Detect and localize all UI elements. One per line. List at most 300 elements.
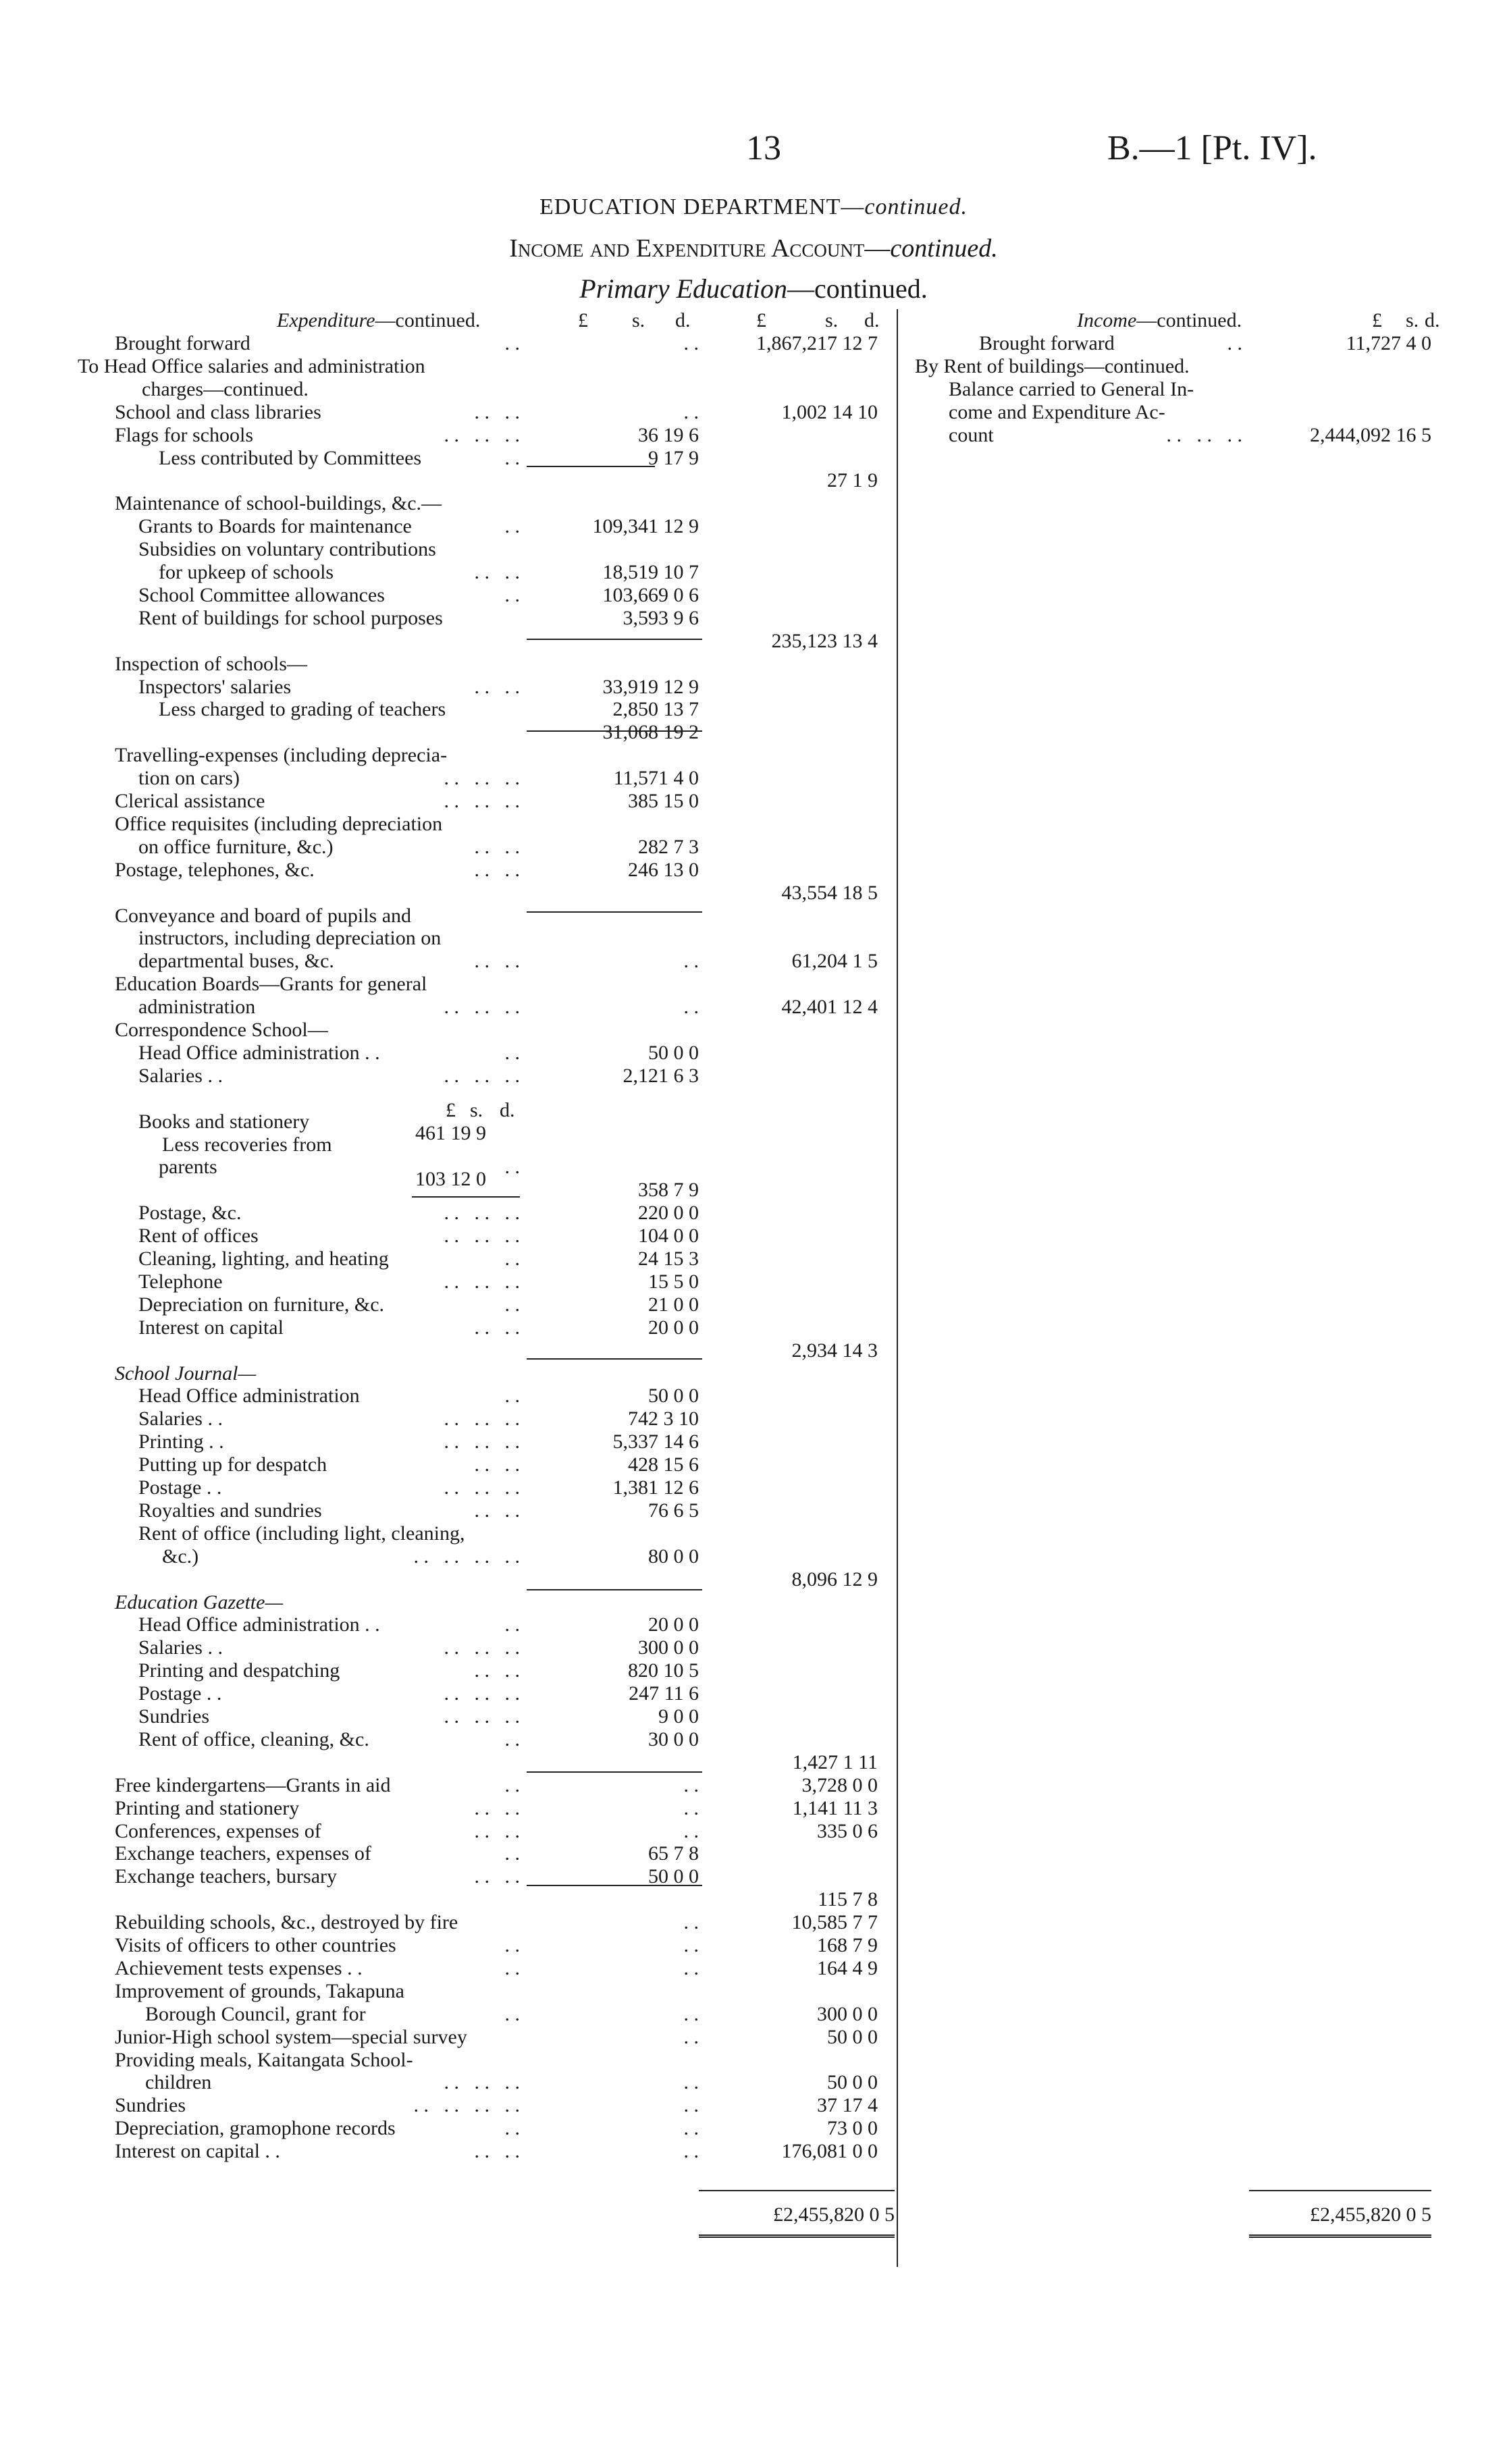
row-label: for upkeep of schools — [159, 561, 334, 583]
leader-dots: . . . . — [474, 1796, 520, 1819]
expenditure-row — [0, 2049, 898, 2072]
row-label: Postage, &c. — [138, 1202, 242, 1225]
expenditure-row — [0, 1453, 898, 1476]
income-pound-header: £ — [1372, 309, 1382, 331]
total-amount: 73 0 0 — [827, 2117, 878, 2140]
inner-amount: 24 15 3 — [638, 1248, 699, 1270]
inner-amount: 15 5 0 — [648, 1270, 699, 1293]
row-label: School Committee allowances — [138, 583, 385, 606]
inner-amount: 31,068 19 2 — [602, 721, 699, 744]
expenditure-row — [0, 882, 898, 905]
leader-dots: . . . . — [474, 2140, 520, 2163]
expenditure-row — [0, 1682, 898, 1705]
expenditure-heading: Expenditure—continued. — [277, 309, 481, 331]
inner-amount: 742 3 10 — [628, 1408, 699, 1430]
inner-amount: 36 19 6 — [638, 423, 699, 446]
expenditure-row — [0, 1957, 898, 1980]
expenditure-row — [0, 378, 898, 401]
expenditure-row — [0, 538, 898, 561]
row-label: Sundries — [115, 2094, 186, 2117]
inner-amount: . . — [683, 2071, 699, 2094]
income-row — [905, 332, 1499, 355]
total-amount: 1,427 1 11 — [792, 1750, 878, 1773]
leader-dots: . . — [504, 1385, 520, 1408]
row-label: Putting up for despatch — [138, 1453, 327, 1476]
expenditure-row — [0, 447, 898, 470]
total-amount: 11,727 4 0 — [1346, 332, 1431, 354]
expenditure-row — [0, 1408, 898, 1430]
leader-dots: . . . . . . — [444, 1202, 520, 1225]
expenditure-row — [0, 630, 898, 653]
leader-dots: . . . . . . — [444, 1064, 520, 1087]
expenditure-row — [0, 2071, 898, 2094]
total-amount: 335 0 6 — [817, 1819, 878, 1842]
total-amount: 61,204 1 5 — [791, 950, 878, 973]
expenditure-row — [0, 813, 898, 836]
inner-amount: 109,341 12 9 — [592, 515, 699, 538]
inner-amount: 50 0 0 — [648, 1385, 699, 1408]
row-label: To Head Office salaries and administration — [78, 354, 425, 377]
row-label: School Journal— — [115, 1362, 257, 1385]
expenditure-row — [0, 790, 898, 813]
row-label: Brought forward — [115, 332, 250, 354]
row-label: Head Office administration . . — [138, 1041, 380, 1064]
row-label: Postage, telephones, &c. — [115, 858, 315, 881]
leader-dots: . . . . . . — [444, 1476, 520, 1499]
expenditure-row — [0, 515, 898, 538]
row-label: Inspection of schools— — [115, 652, 307, 675]
leader-dots: . . — [504, 1293, 520, 1316]
total-amount: 27 1 9 — [827, 469, 878, 492]
total-amount: 3,728 0 0 — [801, 1773, 878, 1796]
leader-dots: . . — [504, 515, 520, 538]
leader-dots: . . — [504, 1956, 520, 1979]
leader-dots: . . — [504, 2002, 520, 2025]
total-amount: 37 17 4 — [817, 2094, 878, 2117]
department-title: EDUCATION DEPARTMENT—continued. — [539, 194, 968, 219]
row-label: Correspondence School— — [115, 1019, 328, 1041]
row-label: administration — [138, 996, 256, 1019]
leader-dots: . . . . — [474, 950, 520, 973]
row-label: Visits of officers to other countries — [115, 1934, 396, 1956]
row-label: Balance carried to General In- — [949, 377, 1194, 400]
row-label: tion on cars) — [138, 767, 240, 790]
inner-amount: 5,337 14 6 — [612, 1430, 699, 1453]
row-label: Royalties and sundries — [138, 1499, 322, 1522]
leader-dots: . . . . . . — [444, 1705, 520, 1728]
inner-amount: . . — [683, 2002, 699, 2025]
expenditure-row — [0, 1225, 898, 1248]
expenditure-row — [0, 584, 898, 607]
rule — [527, 730, 702, 732]
expenditure-row — [0, 836, 898, 859]
inner-amount: 20 0 0 — [648, 1316, 699, 1339]
expenditure-row — [0, 1545, 898, 1568]
row-label: charges—continued. — [142, 377, 309, 400]
inner-amount: 358 7 9 — [638, 1179, 699, 1202]
inner-amount: . . — [683, 2025, 699, 2048]
inner-amount: 33,919 12 9 — [602, 675, 699, 698]
inner-amount: . . — [683, 2094, 699, 2117]
expenditure-row — [0, 1888, 898, 1911]
row-label: Salaries . . — [138, 1636, 223, 1659]
total-pound-header: £ — [756, 309, 766, 331]
leader-dots: . . — [504, 2117, 520, 2140]
expenditure-row — [0, 1042, 898, 1065]
expenditure-row — [0, 1522, 898, 1545]
leader-dots: . . . . . . . . — [413, 2094, 520, 2117]
rule — [527, 911, 702, 913]
inner-amount: 50 0 0 — [648, 1865, 699, 1888]
expenditure-row — [0, 1019, 898, 1042]
expenditure-row — [0, 653, 898, 676]
expenditure-row — [0, 1430, 898, 1453]
income-row — [905, 401, 1499, 424]
row-label: Rent of office (including light, cleaning, — [138, 1522, 465, 1545]
expenditure-row — [0, 1362, 898, 1385]
total-amount: 8,096 12 9 — [791, 1568, 878, 1590]
books-stationery-value: 461 19 9 — [415, 1122, 486, 1144]
expenditure-row — [0, 1911, 898, 1934]
leader-dots: . . — [504, 1613, 520, 1636]
inner-amount: 104 0 0 — [638, 1225, 699, 1248]
income-row — [905, 378, 1499, 401]
section-title: Primary Education—continued. — [579, 273, 928, 304]
leader-dots: . . — [504, 446, 520, 469]
expenditure-row — [0, 1705, 898, 1728]
recoveries-value: 103 12 0 — [415, 1168, 486, 1190]
expenditure-row — [0, 1613, 898, 1636]
row-label: Head Office administration — [138, 1385, 360, 1408]
inner-amount: 820 10 5 — [628, 1659, 699, 1682]
inner-amount: . . — [683, 2140, 699, 2163]
inner-amount: 385 15 0 — [628, 790, 699, 812]
row-label: Printing . . — [138, 1430, 224, 1453]
rule — [527, 1885, 702, 1886]
row-label: Borough Council, grant for — [145, 2002, 366, 2025]
leader-dots: . . — [504, 1248, 520, 1270]
row-label: instructors, including depreciation on — [138, 927, 442, 950]
row-label: Brought forward — [979, 332, 1115, 354]
expenditure-row — [0, 721, 898, 744]
expenditure-row — [0, 561, 898, 584]
row-label: Depreciation, gramophone records — [115, 2117, 396, 2140]
row-label: Conferences, expenses of — [115, 1819, 321, 1842]
income-shilling-header: s. — [1406, 309, 1419, 331]
expenditure-row — [0, 1865, 898, 1888]
row-label: Clerical assistance — [115, 790, 265, 812]
row-label: Interest on capital . . — [115, 2140, 280, 2163]
total-amount: 168 7 9 — [817, 1934, 878, 1956]
expenditure-row — [0, 950, 898, 973]
row-label: Head Office administration . . — [138, 1613, 380, 1636]
total-amount: 43,554 18 5 — [781, 881, 878, 904]
leader-dots: . . . . . . — [444, 767, 520, 790]
leader-dots: . . . . — [474, 1499, 520, 1522]
expenditure-row — [0, 905, 898, 928]
leader-dots: . . — [504, 1728, 520, 1750]
expenditure-row — [0, 1842, 898, 1865]
inner-amount: 247 11 6 — [629, 1682, 699, 1705]
row-label: Books and stationery — [138, 1110, 310, 1133]
leader-dots: . . . . — [474, 1659, 520, 1682]
page-number: 13 — [746, 129, 781, 167]
total-amount: 176,081 0 0 — [781, 2140, 878, 2163]
row-label: departmental buses, &c. — [138, 950, 334, 973]
row-label: count — [949, 423, 994, 446]
books-pound-header: £ — [446, 1099, 456, 1121]
income-row — [905, 355, 1499, 378]
rule — [527, 1771, 702, 1773]
total-pence-header: d. — [864, 309, 880, 331]
row-label: Exchange teachers, bursary — [115, 1865, 338, 1888]
row-label: Improvement of grounds, Takapuna — [115, 1979, 404, 2002]
books-shilling-header: s. — [470, 1099, 483, 1121]
rule — [527, 1358, 702, 1360]
row-label: Maintenance of school-buildings, &c.— — [115, 492, 442, 515]
total-amount: 42,401 12 4 — [781, 996, 878, 1019]
row-label: children — [145, 2071, 212, 2094]
leader-dots: . . . . . . — [444, 423, 520, 446]
row-label: Rent of offices — [138, 1225, 259, 1248]
inner-amount: 282 7 3 — [638, 835, 699, 858]
leader-dots: . . . . — [474, 1865, 520, 1888]
row-label: &c.) — [162, 1545, 199, 1568]
inner-amount: 9 0 0 — [658, 1705, 699, 1728]
expenditure-row — [0, 676, 898, 699]
inner-amount: . . — [683, 950, 699, 973]
row-label: Subsidies on voluntary contributions — [138, 538, 436, 561]
row-label: Conveyance and board of pupils and — [115, 904, 412, 927]
row-label: Junior-High school system—special survey — [115, 2025, 467, 2048]
expenditure-row — [0, 1270, 898, 1293]
leader-dots: . . . . . . — [444, 996, 520, 1019]
expenditure-row — [0, 1797, 898, 1820]
expenditure-row — [0, 355, 898, 378]
expenditure-row — [0, 1202, 898, 1225]
row-label: Education Gazette— — [115, 1590, 284, 1613]
row-label: Achievement tests expenses . . — [115, 1956, 363, 1979]
leader-dots: . . . . — [474, 1453, 520, 1476]
row-label: Less charged to grading of teachers — [159, 698, 446, 721]
inner-pound-header: £ — [578, 309, 588, 331]
row-label: Postage . . — [138, 1682, 222, 1705]
total-amount: 235,123 13 4 — [771, 629, 878, 652]
leader-dots: . . . . . . — [444, 1270, 520, 1293]
inner-amount: 65 7 8 — [648, 1842, 699, 1865]
leader-dots: . . . . . . . . — [413, 1545, 520, 1568]
expenditure-row — [0, 1980, 898, 2003]
expenditure-row — [0, 973, 898, 996]
inner-amount: 50 0 0 — [648, 1041, 699, 1064]
inner-amount: . . — [683, 1819, 699, 1842]
total-amount: 50 0 0 — [827, 2025, 878, 2048]
inner-amount: 3,593 9 6 — [623, 606, 699, 629]
expenditure-row — [0, 1751, 898, 1774]
total-amount: 2,444,092 16 5 — [1310, 423, 1431, 446]
expenditure-row — [0, 1499, 898, 1522]
leader-dots: . . . . — [474, 1316, 520, 1339]
expenditure-row — [0, 1339, 898, 1362]
row-label: Flags for schools — [115, 423, 253, 446]
total-amount: 1,141 11 3 — [792, 1796, 878, 1819]
inner-amount: 2,121 6 3 — [623, 1064, 699, 1087]
total-shilling-header: s. — [825, 309, 839, 331]
inner-amount: . . — [683, 1796, 699, 1819]
expenditure-row — [0, 2117, 898, 2140]
row-label: Postage . . — [138, 1476, 222, 1499]
expenditure-row — [0, 332, 898, 355]
expenditure-row — [0, 1728, 898, 1751]
row-label: Salaries . . — [138, 1064, 223, 1087]
inner-amount: 428 15 6 — [628, 1453, 699, 1476]
row-label: Less recoveries from — [162, 1133, 332, 1156]
leader-dots: . . . . — [474, 858, 520, 881]
inner-pence-header: d. — [675, 309, 691, 331]
expenditure-grand-total: £2,455,820 0 5 — [773, 2203, 895, 2226]
leader-dots: . . . . . . — [444, 1636, 520, 1659]
leader-dots: . . — [504, 1041, 520, 1064]
expenditure-row — [0, 1820, 898, 1843]
expenditure-row — [0, 401, 898, 424]
total-amount: 115 7 8 — [818, 1888, 878, 1911]
expenditure-row — [0, 1774, 898, 1797]
total-amount: 50 0 0 — [827, 2071, 878, 2094]
expenditure-row — [0, 1248, 898, 1270]
expenditure-row — [0, 1316, 898, 1339]
inner-amount: 30 0 0 — [648, 1728, 699, 1750]
income-grand-total: £2,455,820 0 5 — [1310, 2203, 1431, 2226]
expenditure-row — [0, 2140, 898, 2163]
row-label: Less contributed by Committees — [159, 446, 422, 469]
inner-amount: 21 0 0 — [648, 1293, 699, 1316]
inner-amount: 20 0 0 — [648, 1613, 699, 1636]
expenditure-row — [0, 744, 898, 767]
inner-amount: . . — [683, 400, 699, 423]
leader-dots: . . — [504, 583, 520, 606]
inner-amount: . . — [683, 1934, 699, 1956]
row-label: parents — [159, 1156, 217, 1179]
expenditure-row — [0, 698, 898, 721]
leader-dots: . . . . — [474, 1819, 520, 1842]
row-label: Exchange teachers, expenses of — [115, 1842, 371, 1865]
books-pence-header: d. — [500, 1099, 515, 1121]
inner-amount: 103,669 0 6 — [602, 583, 699, 606]
inner-amount: 80 0 0 — [648, 1545, 699, 1568]
income-row — [905, 424, 1499, 447]
income-grand-total-top-rule — [1249, 2190, 1431, 2191]
leader-dots: . . — [504, 1156, 520, 1179]
row-label: Rent of office, cleaning, &c. — [138, 1728, 369, 1750]
row-label: Printing and despatching — [138, 1659, 340, 1682]
expenditure-row — [0, 1476, 898, 1499]
row-label: Telephone — [138, 1270, 223, 1293]
expenditure-row — [0, 424, 898, 447]
income-grand-total-bottom-rule — [1249, 2234, 1431, 2238]
inner-shilling-header: s. — [632, 309, 645, 331]
row-label: Rent of buildings for school purposes — [138, 606, 443, 629]
row-label: Salaries . . — [138, 1408, 223, 1430]
expenditure-row — [0, 1568, 898, 1591]
inner-amount: 1,381 12 6 — [612, 1476, 699, 1499]
row-label: Grants to Boards for maintenance — [138, 515, 412, 538]
row-label: Travelling-expenses (including deprecia- — [115, 744, 448, 767]
inner-amount: . . — [683, 2117, 699, 2140]
grand-total-top-rule — [699, 2190, 895, 2191]
row-label: Sundries — [138, 1705, 209, 1728]
row-label: Depreciation on furniture, &c. — [138, 1293, 385, 1316]
expenditure-row — [0, 1385, 898, 1408]
leader-dots: . . . . — [474, 675, 520, 698]
inner-amount: 11,571 4 0 — [613, 767, 699, 790]
inner-amount: . . — [683, 332, 699, 354]
inner-amount: . . — [683, 1911, 699, 1934]
rule — [527, 1589, 702, 1590]
inner-amount: . . — [683, 1773, 699, 1796]
leader-dots: . . — [504, 1934, 520, 1956]
leader-dots: . . . . . . — [444, 1430, 520, 1453]
total-amount: 1,867,217 12 7 — [756, 332, 878, 354]
leader-dots: . . . . . . — [444, 1682, 520, 1705]
leader-dots: . . — [1227, 332, 1242, 354]
expenditure-row — [0, 469, 898, 492]
leader-dots: . . . . — [474, 835, 520, 858]
row-label: Rebuilding schools, &c., destroyed by fire — [115, 1911, 458, 1934]
leader-dots: . . . . — [474, 400, 520, 423]
leader-dots: . . . . . . — [444, 1408, 520, 1430]
row-label: Inspectors' salaries — [138, 675, 292, 698]
income-heading: Income—continued. — [1077, 309, 1242, 331]
expenditure-row — [0, 927, 898, 950]
books-sub-rule — [412, 1196, 520, 1198]
inner-amount: 9 17 9 — [648, 446, 699, 469]
expenditure-row — [0, 1934, 898, 1957]
row-label: come and Expenditure Ac- — [949, 400, 1165, 423]
leader-dots: . . . . . . — [444, 2071, 520, 2094]
leader-dots: . . — [504, 332, 520, 354]
expenditure-row — [0, 859, 898, 882]
row-label: Interest on capital — [138, 1316, 284, 1339]
expenditure-row — [0, 2094, 898, 2117]
row-label: on office furniture, &c.) — [138, 835, 334, 858]
row-label: Printing and stationery — [115, 1796, 300, 1819]
inner-amount: 76 6 5 — [648, 1499, 699, 1522]
leader-dots: . . . . — [474, 561, 520, 583]
inner-amount: 2,850 13 7 — [612, 698, 699, 721]
expenditure-row — [0, 1659, 898, 1682]
row-label: Office requisites (including depreciation — [115, 812, 443, 835]
income-pence-header: d. — [1425, 309, 1440, 331]
row-label: By Rent of buildings—continued. — [915, 354, 1190, 377]
inner-amount: . . — [683, 1956, 699, 1979]
row-label: Education Boards—Grants for general — [115, 973, 427, 996]
leader-dots: . . . . . . — [1166, 423, 1242, 446]
grand-total-bottom-rule — [699, 2234, 895, 2238]
inner-amount: 18,519 10 7 — [602, 561, 699, 583]
expenditure-row — [0, 607, 898, 630]
expenditure-row — [0, 492, 898, 515]
leader-dots: . . — [504, 1773, 520, 1796]
rule — [527, 466, 655, 467]
leader-dots: . . — [504, 1842, 520, 1865]
expenditure-row — [0, 767, 898, 790]
expenditure-row — [0, 1065, 898, 1088]
row-label: School and class libraries — [115, 400, 321, 423]
expenditure-row — [0, 2003, 898, 2026]
expenditure-row — [0, 2026, 898, 2049]
expenditure-row — [0, 1293, 898, 1316]
inner-amount: 300 0 0 — [638, 1636, 699, 1659]
